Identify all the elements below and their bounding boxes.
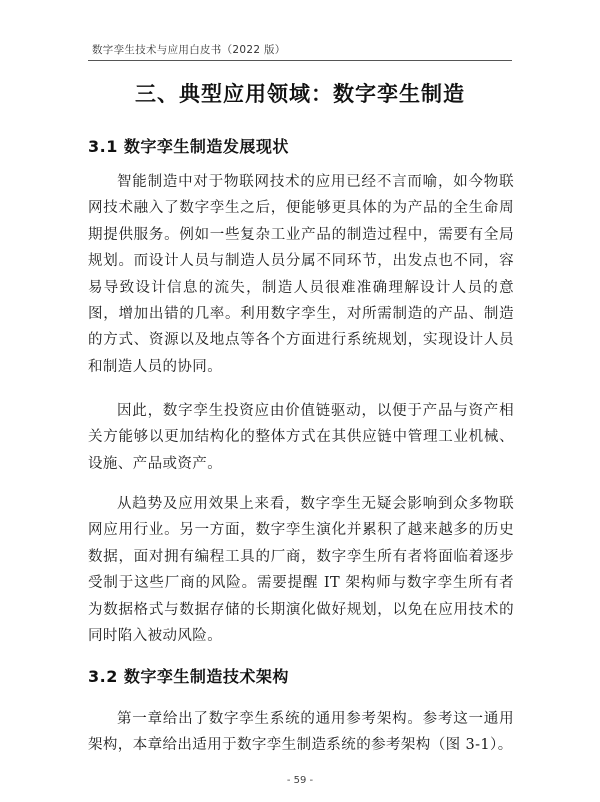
body-paragraph: 第一章给出了数字孪生系统的通用参考架构。参考这一通用架构，本章给出适用于数字孪生制造系统的参考架构（图 3-1）。 xyxy=(88,711,514,754)
chapter-title: 三、典型应用领域：数字孪生制造 xyxy=(135,82,465,106)
body-paragraph: 智能制造中对于物联网技术的应用已经不言而喻，如今物联网技术融入了数字孪生之后，便能够更具体的为产品的全生命周期提供服务。例如一些复杂工业产品的制造过程中，需要有全局规划。而设计人员与制造人员分属不同环节，出发点也不同，容易导致设计信息的流失，制造人员很难准确理解设计人员的意图，增加出错的几率。利用数字孪生，对所需制造的产品、制造的方式、资源以及地点等各个方面进行系统规划，实现设计人员和制造人员的协同。 xyxy=(88,174,514,375)
body-paragraph: 从趋势及应用效果上来看，数字孪生无疑会影响到众多物联网应用行业。另一方面，数字孪生演化并累积了越来越多的历史数据，面对拥有编程工具的厂商，数字孪生所有者将面临着逐步受制于这些厂商的风险。需要提醒 IT 架构师与数字孪生所有者为数据格式与数据存储的长期演化做好规划，以免在应用技术的同时陷入被动风险。 xyxy=(88,496,514,645)
section-heading-3-1: 3.1 数字孪生制造发展现状 xyxy=(88,137,289,156)
page-number: - 59 - xyxy=(286,775,314,786)
section-heading-3-2: 3.2 数字孪生制造技术架构 xyxy=(88,667,289,686)
body-paragraph: 因此，数字孪生投资应由价值链驱动，以便于产品与资产相关方能够以更加结构化的整体方式在其供应链中管理工业机械、设施、产品或资产。 xyxy=(88,403,514,472)
running-header: 数字孪生技术与应用白皮书（2022 版） xyxy=(92,44,286,56)
header-rule xyxy=(88,60,512,61)
